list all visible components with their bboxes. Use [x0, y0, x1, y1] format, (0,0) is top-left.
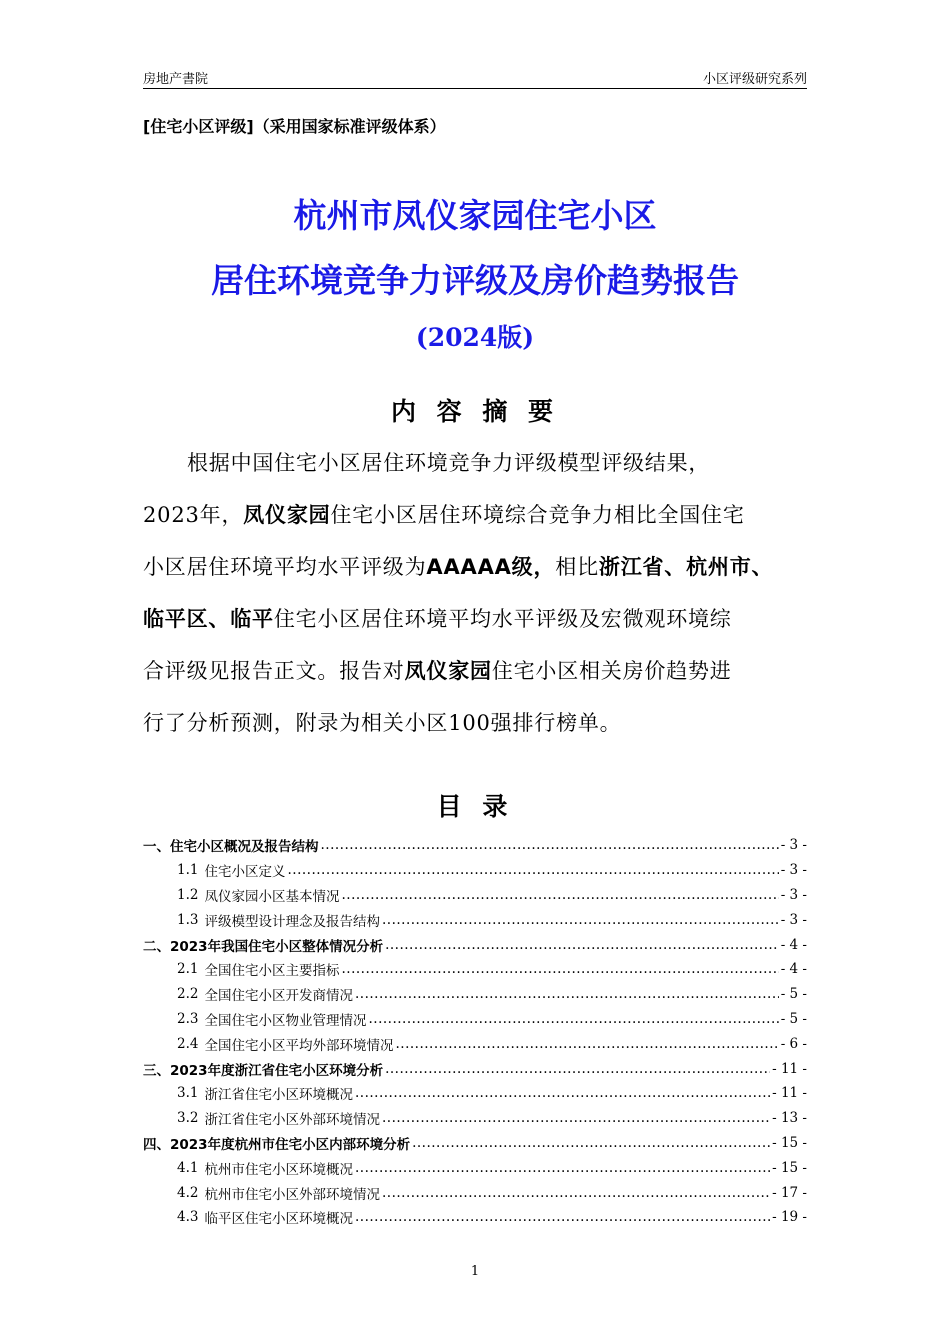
toc-leader-dots [355, 1160, 770, 1176]
abstract-highlight: 临平区、临平 [143, 607, 274, 631]
toc-entry-page: - 5 - [780, 986, 807, 1003]
header-publisher: 房地产書院 [143, 72, 209, 87]
toc-entry-number: 4.2 [177, 1184, 199, 1201]
abstract-highlight: 浙江省、杭州市、 [598, 555, 774, 579]
title-line-1: 杭州市凤仪家园住宅小区 [293, 196, 657, 235]
toc-entry-label: 浙江省住宅小区外部环境情况 [204, 1112, 380, 1129]
toc-entry[interactable] [143, 1106, 807, 1131]
abstract-heading: 内 容 摘 要 [390, 397, 560, 426]
toc-entry-page: - 15 - [772, 1134, 807, 1151]
toc-entry[interactable] [143, 1081, 807, 1106]
toc-entry-page: - 4 - [780, 936, 807, 953]
toc-entry-number: 2.2 [177, 986, 199, 1003]
toc-entry-page: - 3 - [780, 862, 807, 879]
toc-entry-label: 住宅小区定义 [204, 864, 286, 881]
abstract-line [143, 489, 807, 541]
page-header [143, 64, 807, 89]
toc-entry-label: 浙江省住宅小区环境概况 [204, 1087, 353, 1104]
toc-leader-dots [385, 937, 779, 953]
abstract-line [143, 437, 807, 489]
toc-entry[interactable] [143, 858, 807, 883]
toc-entry[interactable] [143, 932, 807, 957]
toc-leader-dots [412, 1135, 770, 1151]
toc-heading: 目 录 [436, 792, 514, 821]
toc-entry[interactable] [143, 833, 807, 858]
toc-entry-number: 4.1 [177, 1159, 199, 1176]
abstract-text: 小区居住环境平均水平评级为 [143, 555, 427, 579]
abstract-rating: AAAAA级， [426, 555, 556, 579]
toc-entry-label: 全国住宅小区主要指标 [204, 963, 340, 980]
toc-leader-dots [321, 837, 779, 853]
abstract-text: 住宅小区居住环境平均水平评级及宏微观环境综 [273, 607, 732, 631]
toc-entry-number: 4.3 [177, 1209, 199, 1226]
toc-entry-label: 一、住宅小区概况及报告结构 [143, 839, 319, 856]
toc-entry-number: 3.1 [177, 1085, 199, 1102]
toc-entry-number: 1.1 [177, 862, 199, 879]
toc-entry-page: - 19 - [772, 1209, 807, 1226]
abstract-text: 住宅小区相关房价趋势进 [491, 659, 732, 683]
toc-entry-number: 3.2 [177, 1110, 199, 1127]
toc-entry-page: - 11 - [772, 1085, 807, 1102]
toc-entry-page: - 3 - [780, 837, 807, 854]
toc-entry-label: 全国住宅小区平均外部环境情况 [204, 1037, 394, 1054]
toc-entry[interactable] [143, 1031, 807, 1056]
table-of-contents [143, 833, 807, 1230]
header-series: 小区评级研究系列 [702, 72, 807, 87]
abstract-text: 住宅小区居住环境综合竞争力相比全国住宅 [330, 503, 745, 527]
abstract-text: 相比 [555, 555, 599, 579]
toc-entry-label: 凤仪家园小区基本情况 [204, 888, 340, 905]
report-category: [住宅小区评级]（采用国家标准评级体系） [143, 117, 446, 136]
toc-entry-page: - 13 - [772, 1110, 807, 1127]
toc-leader-dots [395, 1036, 778, 1052]
toc-entry-label: 杭州市住宅小区环境概况 [204, 1161, 353, 1178]
toc-leader-dots [385, 1061, 770, 1077]
abstract-highlight: 凤仪家园 [404, 659, 492, 683]
toc-entry-label: 全国住宅小区物业管理情况 [204, 1012, 367, 1029]
toc-entry-label: 三、2023年度浙江省住宅小区环境分析 [143, 1062, 384, 1079]
toc-entry-label: 四、2023年度杭州市住宅小区内部环境分析 [143, 1136, 411, 1153]
abstract-line [143, 541, 807, 593]
toc-leader-dots [368, 1011, 778, 1027]
toc-entry[interactable] [143, 1155, 807, 1180]
toc-entry[interactable] [143, 1056, 807, 1081]
toc-leader-dots [355, 1085, 770, 1101]
toc-entry[interactable] [143, 1131, 807, 1156]
toc-entry[interactable] [143, 982, 807, 1007]
abstract-line [143, 593, 807, 645]
title-edition: (2024版) [415, 323, 535, 352]
toc-leader-dots [355, 986, 779, 1002]
toc-entry-page: - 17 - [772, 1184, 807, 1201]
toc-entry-label: 临平区住宅小区环境概况 [204, 1211, 353, 1228]
toc-entry-number: 1.3 [177, 911, 199, 928]
toc-entry-page: - 5 - [780, 1010, 807, 1027]
toc-entry-label: 全国住宅小区开发商情况 [204, 988, 353, 1005]
toc-entry[interactable] [143, 883, 807, 908]
toc-entry[interactable] [143, 1180, 807, 1205]
page-number: 1 [470, 1264, 480, 1279]
toc-entry-number: 1.2 [177, 886, 199, 903]
toc-entry-page: - 15 - [772, 1159, 807, 1176]
toc-entry-label: 评级模型设计理念及报告结构 [204, 913, 380, 930]
abstract-body [143, 437, 807, 749]
toc-leader-dots [341, 961, 778, 977]
toc-leader-dots [287, 862, 778, 878]
title-line-2: 居住环境竞争力评级及房价趋势报告 [211, 261, 739, 300]
toc-entry-page: - 4 - [780, 961, 807, 978]
toc-entry-number: 2.1 [177, 961, 199, 978]
toc-leader-dots [341, 887, 778, 903]
abstract-line [143, 697, 807, 749]
toc-entry-number: 2.3 [177, 1010, 199, 1027]
toc-leader-dots [382, 912, 779, 928]
toc-entry[interactable] [143, 1205, 807, 1230]
abstract-text: 合评级见报告正文。报告对 [143, 659, 405, 683]
toc-entry-page: - 3 - [780, 911, 807, 928]
toc-entry[interactable] [143, 907, 807, 932]
abstract-highlight: 凤仪家园 [243, 503, 331, 527]
toc-entry-label: 二、2023年我国住宅小区整体情况分析 [143, 938, 384, 955]
toc-leader-dots [382, 1110, 770, 1126]
abstract-line [143, 645, 807, 697]
toc-entry-number: 2.4 [177, 1035, 199, 1052]
abstract-text: 行了分析预测，附录为相关小区100强排行榜单。 [143, 711, 622, 735]
toc-entry[interactable] [143, 1007, 807, 1032]
toc-leader-dots [382, 1185, 770, 1201]
toc-entry-page: - 6 - [780, 1035, 807, 1052]
toc-entry-page: - 3 - [780, 886, 807, 903]
toc-leader-dots [355, 1209, 770, 1225]
abstract-text: 根据中国住宅小区居住环境竞争力评级模型评级结果， [187, 451, 711, 475]
toc-entry-label: 杭州市住宅小区外部环境情况 [204, 1186, 380, 1203]
toc-entry[interactable] [143, 957, 807, 982]
abstract-text: 2023年， [143, 503, 244, 527]
toc-entry-page: - 11 - [772, 1060, 807, 1077]
